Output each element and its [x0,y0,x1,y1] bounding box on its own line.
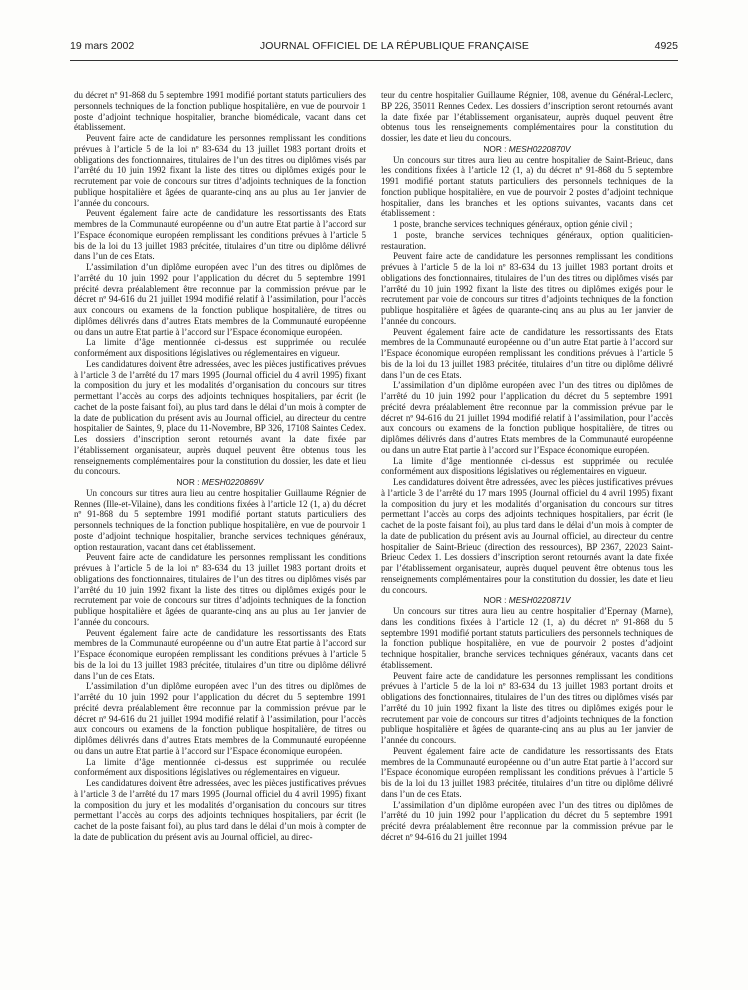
nor-label: NOR : [483,143,507,154]
paragraph: L’assimilation d’un diplôme européen avec l’un des titres ou diplômes de l’arrêté du 10 juin 1992 pour l’application du décret du 5 septembre 1991 précité devra préalablement être reconnue par la commission prévue par le décret nº 94-616 du 21 juillet 1994 modifié relatif à l’assimilation, pour l’accès aux concours ou examens de la fonction publique hospitalière, de titres ou diplômes délivrés dans d’autres Etats membres de la Communauté européenne ou dans un autre Etat partie à l’accord sur l’Espace économique européen. [381,380,673,455]
paragraph: Peuvent faire acte de candidature les personnes remplissant les conditions prévues à l’article 5 de la loi nº 83-634 du 13 juillet 1983 portant droits et obligations des fonctionnaires, titulaires de l’un des titres ou diplômes visés par l’arrêté du 10 juin 1992 fixant la liste des titres ou diplômes exigés pour le recrutement par voie de concours sur titres d’adjoints techniques de la fonction publique hospitalière et âgées de quarante-cinq ans au plus au 1er janvier de l’année du concours. [381,670,673,745]
paragraph: L’assimilation d’un diplôme européen avec l’un des titres ou diplômes de l’arrêté du 10 juin 1992 pour l’application du décret du 5 septembre 1991 précité devra préalablement être reconnue par la commission prévue par le décret nº 94-616 du 21 juillet 1994 modifié relatif à l’assimilation, pour l’accès aux concours ou examens de la fonction publique hospitalière, de titres ou diplômes délivrés dans d’autres Etats membres de la Communauté européenne ou dans un autre Etat partie à l’accord sur l’Espace économique européen. [74,262,366,337]
paragraph: teur du centre hospitalier Guillaume Régnier, 108, avenue du Général-Leclerc, BP 226, 35011 Rennes Cedex. Les dossiers d’inscription seront retournés avant la date fixée par l’établissement organisateur, auprès duquel peuvent être obtenus tous les renseignements complémentaires pour la constitution du dossier, les date et lieu du concours. [381,90,673,143]
paragraph: L’assimilation d’un diplôme européen avec l’un des titres ou diplômes de l’arrêté du 10 juin 1992 pour l’application du décret du 5 septembre 1991 précité devra préalablement être reconnue par la commission prévue par le décret nº 94-616 du 21 juillet 1994 modifié relatif à l’assimilation, pour l’accès aux concours ou examens de la fonction publique hospitalière, de titres ou diplômes délivrés dans d’autres Etats membres de la Communauté européenne ou dans un autre Etat partie à l’accord sur l’Espace économique européen. [74,681,366,756]
header-date: 19 mars 2002 [70,40,135,52]
paragraph: du décret nº 91-868 du 5 septembre 1991 modifié portant statuts particuliers des personnels techniques de la fonction publique hospitalière, en vue de pourvoir 1 poste d’adjoint technique hospitalier, branche biomédicale, vacant dans cet établissement. [74,90,366,133]
paragraph: Les candidatures doivent être adressées, avec les pièces justificatives prévues à l’article 3 de l’arrêté du 17 mars 1995 (Journal officiel du 4 avril 1995) fixant la composition du jury et les modalités d’organisation du concours sur titres permettant l’accès au corps des adjoints techniques hospitaliers, par écrit (le cachet de la poste faisant foi), au plus tard dans le délai d’un mois à compter de la date de publication du présent avis au Journal officiel, au direc- [74,778,366,842]
nor-code: MESH0220871V [508,595,571,606]
right-column [381,90,673,970]
paragraph: Peuvent également faire acte de candidature les ressortissants des Etats membres de la Communauté européenne ou d’un autre Etat partie à l’accord sur l’Espace économique européen remplissant les conditions prévues à l’article 5 bis de la loi du 13 juillet 1983 précitée, titulaires d’un titre ou diplôme délivré dans l’un de ces Etats. [381,745,673,799]
paragraph: Un concours sur titres aura lieu au centre hospitalier d’Epernay (Marne), dans les conditions fixées à l’article 12 (1, a) du décret nº 91-868 du 5 septembre 1991 modifié portant statuts particuliers des personnels techniques de la fonction publique hospitalière, en vue de pourvoir 2 postes d’adjoint technique hospitalier, branche services techniques généraux, vacants dans cet établissement. [381,606,673,670]
nor-reference [381,144,673,155]
nor-code: MESH0220870V [508,143,571,154]
nor-code: MESH0220869V [201,477,264,487]
nor-reference [74,477,366,488]
paragraph: Peuvent faire acte de candidature les personnes remplissant les conditions prévues à l’article 5 de la loi nº 83-634 du 13 juillet 1983 portant droits et obligations des fonctionnaires, titulaires de l’un des titres ou diplômes visés par l’arrêté du 10 juin 1992 fixant la liste des titres ou diplômes exigés pour le recrutement par voie de concours sur titres d’adjoints techniques de la fonction publique hospitalière et âgées de quarante-cinq ans au plus au 1er janvier de l’année du concours. [74,552,366,627]
paragraph: L’assimilation d’un diplôme européen avec l’un des titres ou diplômes de l’arrêté du 10 juin 1992 pour l’application du décret du 5 septembre 1991 précité devra préalablement être reconnue par la commission prévue par le décret nº 94-616 du 21 juillet 1994 [381,799,673,842]
paragraph: Peuvent faire acte de candidature les personnes remplissant les conditions prévues à l’article 5 de la loi nº 83-634 du 13 juillet 1983 portant droits et obligations des fonctionnaires, titulaires de l’un des titres ou diplômes visés par l’arrêté du 10 juin 1992 fixant la liste des titres ou diplômes exigés pour le recrutement par voie de concours sur titres d’adjoints techniques de la fonction publique hospitalière et âgées de quarante-cinq ans au plus au 1er janvier de l’année du concours. [74,133,366,208]
paragraph: Peuvent également faire acte de candidature les ressortissants des Etats membres de la Communauté européenne ou d’un autre Etat partie à l’accord sur l’Espace économique européen remplissant les conditions prévues à l’article 5 bis de la loi du 13 juillet 1983 précitée, titulaires d’un titre ou diplôme délivré dans l’un de ces Etats. [74,627,366,681]
paragraph: Peuvent faire acte de candidature les personnes remplissant les conditions prévues à l’article 5 de la loi nº 83-634 du 13 juillet 1983 portant droits et obligations des fonctionnaires, titulaires de l’un des titres ou diplômes visés par l’arrêté du 10 juin 1992 fixant la liste des titres ou diplômes exigés pour le recrutement par voie de concours sur titres d’adjoints techniques de la fonction publique hospitalière et âgées de quarante-cinq ans au plus au 1er janvier de l’année du concours. [381,251,673,326]
paragraph: Un concours sur titres aura lieu au centre hospitalier Guillaume Régnier de Rennes (Ille-et-Vilaine), dans les conditions fixées à l’article 12 (1, a) du décret nº 91-868 du 5 septembre 1991 modifié portant statuts particuliers des personnels techniques de la fonction publique hospitalière, en vue de pourvoir 1 poste d’adjoint technique hospitalier, branche services techniques généraux, option restauration, vacant dans cet établissement. [74,487,366,552]
paragraph: La limite d’âge mentionnée ci-dessus est supprimée ou reculée conformément aux dispositions législatives ou réglementaires en vigueur. [74,756,366,778]
header-journal-title: JOURNAL OFFICIEL DE LA RÉPUBLIQUE FRANÇAISE [259,40,529,52]
header-rule [70,60,678,61]
nor-reference [381,595,673,606]
paragraph: La limite d’âge mentionnée ci-dessus est supprimée ou reculée conformément aux dispositions législatives ou réglementaires en vigueur. [74,337,366,358]
paragraph: Les candidatures doivent être adressées, avec les pièces justificatives prévues à l’article 3 de l’arrêté du 17 mars 1995 (Journal officiel du 4 avril 1995) fixant la composition du jury et les modalités d’organisation du concours sur titres permettant l’accès au corps des adjoints techniques hospitaliers, par écrit (le cachet de la poste faisant foi), au plus tard dans le délai d’un mois à compter de la date de publication du présent avis au Journal officiel, au directeur du centre hospitalier de Saint-Brieuc (direction des ressources), BP 2367, 22023 Saint-Brieuc Cedex 1. Les dossiers d’inscription seront retournés avant la date fixée par l’établissement organisateur, auprès duquel peuvent être obtenus tous les renseignements complémentaires pour la constitution du dossier, les date et lieu du concours. [381,477,673,595]
paragraph: Peuvent également faire acte de candidature les ressortissants des Etats membres de la Communauté européenne ou d’un autre Etat partie à l’accord sur l’Espace économique européen remplissant les conditions prévues à l’article 5 bis de la loi du 13 juillet 1983 précitée, titulaires d’un titre ou diplôme délivré dans l’un de ces Etats. [381,326,673,380]
nor-label: NOR : [176,477,200,487]
left-column [74,90,366,970]
header-page-number: 4925 [654,40,678,52]
paragraph: Un concours sur titres aura lieu au centre hospitalier de Saint-Brieuc, dans les conditions fixées à l’article 12 (1, a) du décret nº 91-868 du 5 septembre 1991 modifié portant statuts particuliers des personnels techniques de la fonction publique hospitalière, en vue de pourvoir 2 postes d’adjoint technique hospitalier, dans les branches et les options suivantes, vacants dans cet établissement : [381,154,673,219]
nor-label: NOR : [483,595,507,606]
paragraph: La limite d’âge mentionnée ci-dessus est supprimée ou reculée conformément aux dispositions législatives ou réglementaires en vigueur. [381,455,673,477]
page-header [70,40,678,58]
paragraph: 1 poste, branche services techniques généraux, option génie civil ; [393,219,633,229]
paragraph: 1 poste, branche services techniques généraux, option qualiticien-restauration. [381,229,673,251]
paragraph: Peuvent également faire acte de candidature les ressortissants des Etats membres de la Communauté européenne ou d’un autre Etat partie à l’accord sur l’Espace économique européen remplissant les conditions prévues à l’article 5 bis de la loi du 13 juillet 1983 précitée, titulaires d’un titre ou diplôme délivré dans l’un de ces Etats. [74,208,366,262]
paragraph: Les candidatures doivent être adressées, avec les pièces justificatives prévues à l’article 3 de l’arrêté du 17 mars 1995 (Journal officiel du 4 avril 1995) fixant la composition du jury et les modalités d’organisation du concours sur titres permettant l’accès au corps des adjoints techniques hospitaliers, par écrit (le cachet de la poste faisant foi), au plus tard dans le délai d’un mois à compter de la date de publication du présent avis au Journal officiel, au directeur du centre hospitalier de Saintes, 9, place du 11-Novembre, BP 326, 17108 Saintes Cedex. Les dossiers d’inscription seront retournés avant la date fixée par l’établissement organisateur, auprès duquel peuvent être obtenus tous les renseignements complémentaires pour la constitution du dossier, les date et lieu du concours. [74,358,366,477]
